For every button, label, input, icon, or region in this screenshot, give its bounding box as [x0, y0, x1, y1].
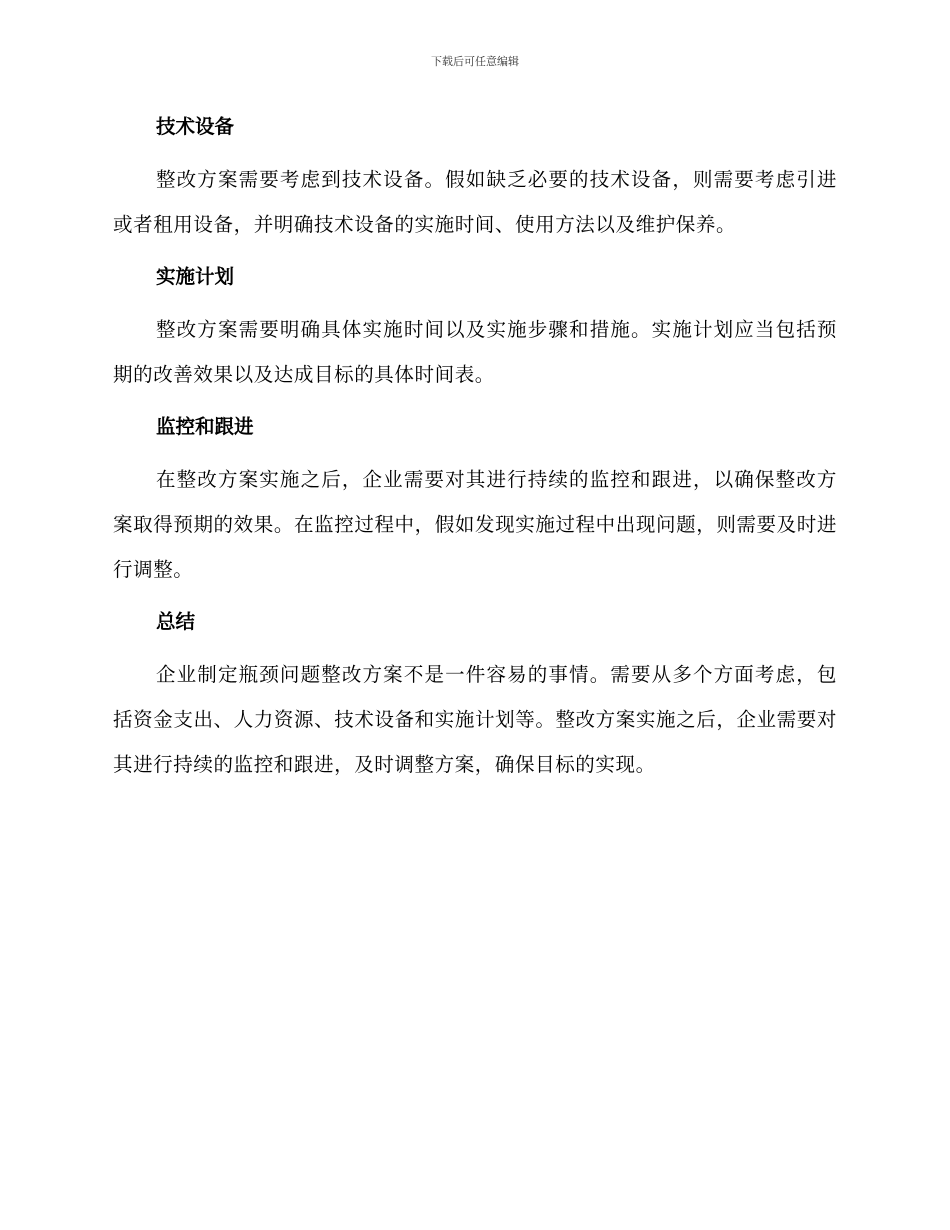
section-heading-implementation-plan: 实施计划 — [156, 265, 235, 288]
section-paragraph-implementation-plan: 整改方案需要明确具体实施时间以及实施步骤和措施。实施计划应当包括预期的改善效果以及达成目标的具体时间表。 — [113, 318, 837, 386]
section-paragraph-tech-equipment: 整改方案需要考虑到技术设备。假如缺乏必要的技术设备，则需要考虑引进或者租用设备，并明确技术设备的实施时间、使用方法以及维护保养。 — [113, 168, 837, 236]
page-header: 下载后可任意编辑 — [431, 55, 519, 68]
section-heading-monitoring: 监控和跟进 — [156, 415, 254, 438]
section-paragraph-monitoring: 在整改方案实施之后，企业需要对其进行持续的监控和跟进，以确保整改方案取得预期的效果。在监控过程中，假如发现实施过程中出现问题，则需要及时进行调整。 — [113, 468, 837, 581]
section-heading-tech-equipment: 技术设备 — [156, 115, 235, 138]
section-paragraph-summary: 企业制定瓶颈问题整改方案不是一件容易的事情。需要从多个方面考虑，包括资金支出、人力资源、技术设备和实施计划等。整改方案实施之后，企业需要对其进行持续的监控和跟进，及时调整方案，确保目标的实现。 — [113, 663, 837, 776]
section-heading-summary: 总结 — [156, 610, 196, 633]
document-body — [113, 112, 837, 787]
